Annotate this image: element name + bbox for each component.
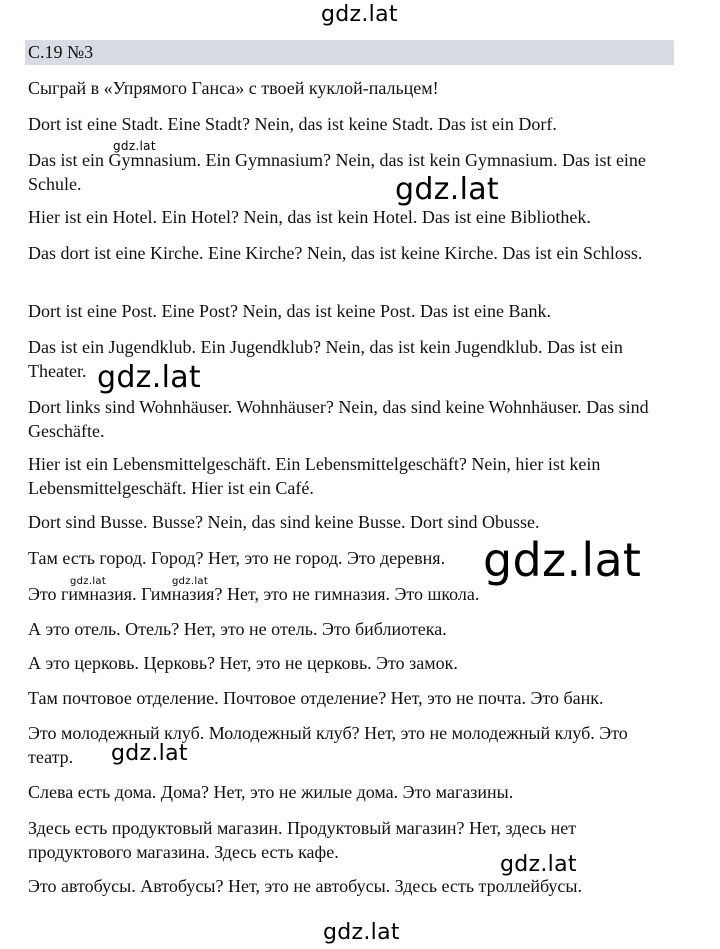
watermark-large: gdz.lat xyxy=(483,533,642,587)
paragraph-ru-1: Там есть город. Город? Нет, это не город. Это деревня. xyxy=(28,548,446,568)
watermark-mid-2: gdz.lat xyxy=(97,360,201,395)
paragraph-de-9: Dort sind Busse. Busse? Nein, das sind keine Busse. Dort sind Obusse. xyxy=(28,512,540,532)
header-bar xyxy=(25,40,674,65)
watermark-mid-4: gdz.lat xyxy=(500,852,577,877)
paragraph-ru-7: Слева есть дома. Дома? Нет, это не жилые дома. Это магазины. xyxy=(28,782,514,802)
paragraph-de-2: Das ist ein Gymnasium. Ein Gymnasium? Nein, das ist kein Gymnasium. Das ist eine Schule. xyxy=(28,150,646,194)
watermark-small-3: gdz.lat xyxy=(172,576,209,587)
paragraph-de-3: Hier ist ein Hotel. Ein Hotel? Nein, das ist kein Hotel. Das ist eine Bibliothek. xyxy=(28,207,591,227)
watermark-top: gdz.lat xyxy=(321,2,398,27)
paragraph-de-7: Dort links sind Wohnhäuser. Wohnhäuser? Nein, das sind keine Wohnhäuser. Das sind Geschäfte. xyxy=(28,397,649,441)
paragraph-de-4: Das dort ist eine Kirche. Eine Kirche? Nein, das ist keine Kirche. Das ist ein Schloss. xyxy=(28,243,643,263)
task-instruction: Сыграй в «Упрямого Ганса» с твоей куклой-пальцем! xyxy=(28,78,439,98)
watermark-mid-1: gdz.lat xyxy=(395,172,499,207)
watermark-small-2: gdz.lat xyxy=(70,576,107,587)
paragraph-ru-3: А это отель. Отель? Нет, это не отель. Это библиотека. xyxy=(28,619,447,639)
paragraph-ru-9: Это автобусы. Автобусы? Нет, это не автобусы. Здесь есть троллейбусы. xyxy=(28,876,583,896)
watermark-mid-3: gdz.lat xyxy=(111,741,188,766)
paragraph-de-6: Das ist ein Jugendklub. Ein Jugendklub? Nein, das ist kein Jugendklub. Das ist ein Theater. xyxy=(28,337,623,381)
paragraph-de-8: Hier ist ein Lebensmittelgeschäft. Ein Lebensmittelgeschäft? Nein, hier ist kein Lebensmittelgeschäft. Hier ist ein Café. xyxy=(28,454,601,498)
watermark-small-1: gdz.lat xyxy=(113,139,156,153)
paragraph-ru-8: Здесь есть продуктовый магазин. Продуктовый магазин? Нет, здесь нет продуктового магазина. Здесь есть кафе. xyxy=(28,818,577,862)
watermark-bottom: gdz.lat xyxy=(323,920,400,945)
paragraph-ru-5: Там почтовое отделение. Почтовое отделение? Нет, это не почта. Это банк. xyxy=(28,688,604,708)
paragraph-ru-6: Это молодежный клуб. Молодежный клуб? Нет, это не молодежный клуб. Это театр. xyxy=(28,723,628,767)
paragraph-de-1: Dort ist eine Stadt. Eine Stadt? Nein, das ist keine Stadt. Das ist ein Dorf. xyxy=(28,114,557,134)
page-title: С.19 №3 xyxy=(28,42,94,62)
paragraph-ru-4: А это церковь. Церковь? Нет, это не церковь. Это замок. xyxy=(28,653,458,673)
paragraph-ru-2: Это гимназия. Гимназия? Нет, это не гимназия. Это школа. xyxy=(28,584,480,604)
paragraph-de-5: Dort ist eine Post. Eine Post? Nein, das ist keine Post. Das ist eine Bank. xyxy=(28,301,551,321)
